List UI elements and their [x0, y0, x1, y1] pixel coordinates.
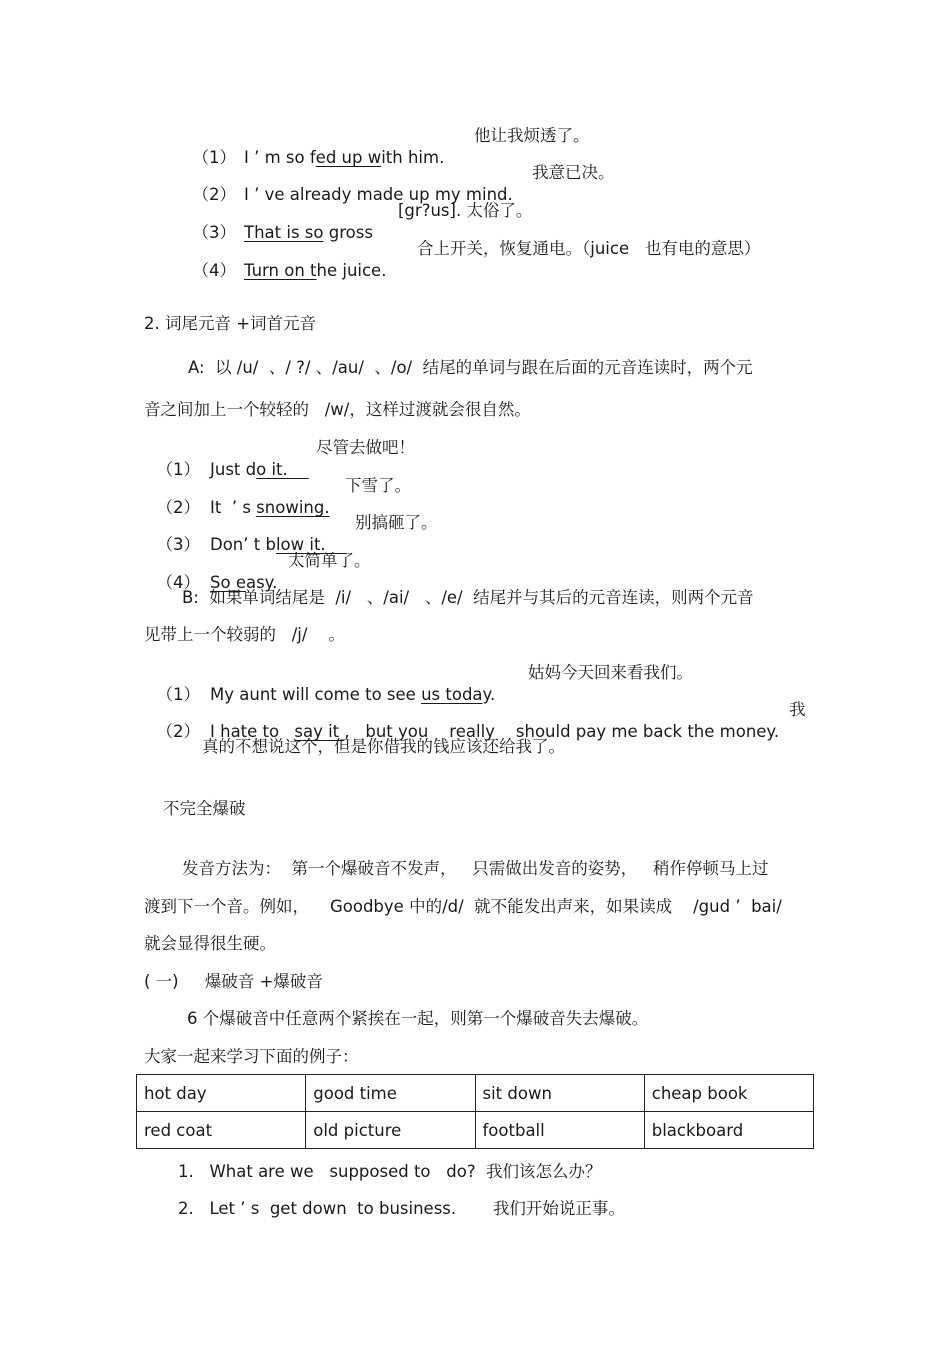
- example-translation: 我: [789, 700, 806, 719]
- example-translation: 合上开关，恢复通电。（juice 也有电的意思）: [417, 239, 761, 258]
- table-cell: blackboard: [644, 1112, 813, 1149]
- example-translation: 太简单了。: [288, 551, 371, 570]
- paragraph-line: B: 如果单词结尾是 /i/ 、/ai/ 、/e/ 结尾并与其后的元音连读，则两个元音: [182, 588, 754, 607]
- example-line: （1） My aunt will come to see us today.: [156, 685, 496, 704]
- table-cell: good time: [306, 1075, 475, 1112]
- section-heading: 2. 词尾元音 +词首元音: [144, 314, 317, 333]
- example-translation: 我意已决。: [532, 163, 615, 182]
- table-cell: football: [475, 1112, 644, 1149]
- paragraph-line: 大家一起来学习下面的例子：: [144, 1047, 359, 1066]
- example-translation: 真的不想说这个，但是你借我的钱应该还给我了。: [202, 737, 565, 756]
- example-sentence: 1. What are we supposed to do? 我们该怎么办？: [178, 1162, 602, 1181]
- paragraph-line: 就会显得很生硬。: [144, 934, 276, 953]
- example-line: （2） I ’ ve already made up my mind.: [192, 185, 513, 204]
- example-translation: 姑妈今天回来看我们。: [528, 663, 693, 682]
- paragraph-line: A: 以 /u/ 、/ ?/ 、/au/ 、/o/ 结尾的单词与跟在后面的元音连读时，两个元: [188, 358, 753, 377]
- example-line: （3） That is so gross: [192, 223, 373, 242]
- paragraph-line: 音之间加上一个较轻的 /w/，这样过渡就会很自然。: [144, 400, 531, 419]
- table-cell: cheap book: [644, 1075, 813, 1112]
- example-translation: 尽管去做吧！: [316, 438, 415, 457]
- table-cell: sit down: [475, 1075, 644, 1112]
- example-translation: 下雪了。: [345, 476, 411, 495]
- paragraph-line: 6 个爆破音中任意两个紧挨在一起，则第一个爆破音失去爆破。: [187, 1009, 649, 1028]
- table-cell: hot day: [137, 1075, 306, 1112]
- table-cell: old picture: [306, 1112, 475, 1149]
- example-sentence: 2. Let ’ s get down to business. 我们开始说正事。: [178, 1199, 625, 1218]
- example-line: （1） Just do it.: [156, 460, 309, 479]
- example-translation: [gr?us]. 太俗了。: [398, 201, 533, 220]
- example-translation: 他让我烦透了。: [474, 126, 590, 145]
- example-line: （4） Turn on the juice.: [192, 261, 387, 280]
- table-row: [137, 1075, 814, 1112]
- subsection-heading: ( 一) 爆破音 +爆破音: [144, 972, 323, 991]
- example-translation: 别搞砸了。: [355, 513, 438, 532]
- section-heading: 不完全爆破: [163, 799, 246, 818]
- paragraph-line: 渡到下一个音。例如， Goodbye 中的/d/ 就不能发出声来，如果读成 /gud ’ bai/: [144, 897, 782, 916]
- example-line: （3） Don’ t blow it.: [156, 535, 347, 554]
- paragraph-line: 发音方法为： 第一个爆破音不发声， 只需做出发音的姿势， 稍作停顿马上过: [182, 859, 769, 878]
- example-line: （4） So easy.: [156, 573, 278, 592]
- table-cell: red coat: [137, 1112, 306, 1149]
- example-line: （1） I ’ m so fed up with him.: [192, 148, 445, 167]
- example-line: （2） I hate to say it , but you really should pay me back the money.: [156, 722, 780, 741]
- paragraph-line: 见带上一个较弱的 /j/ 。: [144, 625, 345, 644]
- table-row: [137, 1112, 814, 1149]
- examples-table: [136, 1074, 814, 1149]
- example-line: （2） It ’ s snowing.: [156, 498, 330, 517]
